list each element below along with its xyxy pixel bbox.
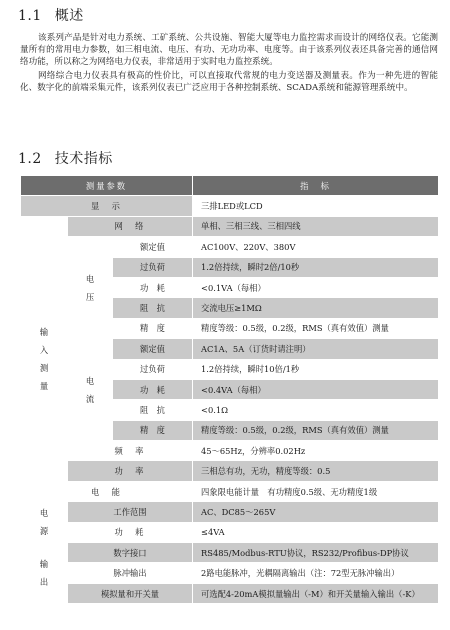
input-group-top (21, 216, 68, 236)
header-param: 测量参数 (21, 176, 193, 196)
voltage-param: 阻 抗 (113, 298, 193, 318)
voltage-value: AC100V、220V、380V (193, 237, 439, 257)
voltage-param: 精 度 (113, 318, 193, 338)
voltage-value: <0.1VA（每相） (193, 277, 439, 297)
output-value: 可选配4-20mA模拟量输出（-M）和开关量输入输出（-K） (193, 583, 439, 603)
spec-table (20, 175, 439, 604)
table-row (21, 196, 439, 216)
current-param: 额定值 (113, 339, 193, 359)
overview-paragraph-2: 网络综合电力仪表具有极高的性价比，可以直接取代常规的电力变送器及测量表。作为一种先进的智能化、数字化的前端采集元件，该系列仪表已广泛应用于各种控制系统、SCADA系统和能源管理系统中。 (20, 71, 438, 94)
section-heading-specs (18, 148, 113, 168)
voltage-value: 精度等级：0.5级，0.2级，RMS（真有效值）测量 (193, 318, 439, 338)
output-param: 数字接口 (68, 543, 193, 563)
output-param: 脉冲输出 (68, 563, 193, 583)
section-number: 1.1 (18, 8, 42, 24)
section-title: 概述 (54, 8, 84, 24)
current-param: 阻 抗 (113, 400, 193, 420)
table-row (21, 237, 439, 257)
row-value-network: 单相、三相三线、三相四线 (193, 216, 439, 236)
section-title: 技术指标 (54, 151, 113, 167)
row-value-frequency: 45～65Hz，分辨率0.02Hz (193, 441, 439, 461)
table-row (21, 216, 439, 236)
row-label-frequency: 频 率 (68, 441, 193, 461)
table-row (21, 481, 439, 501)
row-label-energy: 电 能 (21, 481, 193, 501)
input-measure-label: 输 入 测 量 (21, 237, 68, 482)
table-row (21, 583, 439, 603)
current-value: 1.2倍持续，瞬时10倍/1秒 (193, 359, 439, 379)
current-value: <0.4VA（每相） (193, 379, 439, 399)
table-row (21, 502, 439, 522)
voltage-param: 过负荷 (113, 257, 193, 277)
table-row (21, 461, 439, 481)
current-param: 功 耗 (113, 379, 193, 399)
section-heading-overview (18, 5, 84, 25)
header-spec: 指 标 (193, 176, 439, 196)
voltage-value: 交流电压≥1MΩ (193, 298, 439, 318)
table-row (21, 543, 439, 563)
output-param: 模拟量和开关量 (68, 583, 193, 603)
supply-value: AC、DC85～265V (193, 502, 439, 522)
supply-param: 功 耗 (68, 522, 193, 542)
current-value: <0.1Ω (193, 400, 439, 420)
output-group-label: 输 出 (21, 543, 68, 604)
row-label-display: 显 示 (21, 196, 193, 216)
output-value: 2路电能脉冲，光耦隔离输出（注：72型无脉冲输出） (193, 563, 439, 583)
table-header-row (21, 176, 439, 196)
section-number: 1.2 (18, 151, 42, 167)
current-value: AC1A、5A（订货时请注明） (193, 339, 439, 359)
table-row (21, 563, 439, 583)
table-row (21, 522, 439, 542)
row-label-power: 功 率 (68, 461, 193, 481)
table-row (21, 441, 439, 461)
current-group-label: 电 流 (68, 339, 113, 441)
voltage-value: 1.2倍持续，瞬时2倍/10秒 (193, 257, 439, 277)
voltage-group-label: 电 压 (68, 237, 113, 339)
voltage-param: 额定值 (113, 237, 193, 257)
current-param: 过负荷 (113, 359, 193, 379)
current-param: 精 度 (113, 420, 193, 440)
row-value-power: 三相总有功，无功，精度等级：0.5 (193, 461, 439, 481)
row-value-energy: 四象限电能计量 有功精度0.5级、无功精度1级 (193, 481, 439, 501)
row-label-network: 网 络 (68, 216, 193, 236)
row-value-display: 三排LED或LCD (193, 196, 439, 216)
current-value: 精度等级：0.5级，0.2级，RMS（真有效值）测量 (193, 420, 439, 440)
supply-value: ≤4VA (193, 522, 439, 542)
supply-param: 工作范围 (68, 502, 193, 522)
output-value: RS485/Modbus-RTU协议，RS232/Profibus-DP协议 (193, 543, 439, 563)
overview-paragraph-1: 该系列产品是针对电力系统、工矿系统、公共设施、智能大厦等电力监控需求而设计的网络仪表。它能测量所有的常用电力参数，如三相电流、电压、有功、无功功率、电度等。由于该系列仪表还具备完善的通信网络功能，所以称之为网络电力仪表，非常适用于实时电力监控系统。 (20, 33, 438, 68)
supply-group-label: 电 源 (21, 502, 68, 543)
voltage-param: 功 耗 (113, 277, 193, 297)
table-row (21, 339, 439, 359)
